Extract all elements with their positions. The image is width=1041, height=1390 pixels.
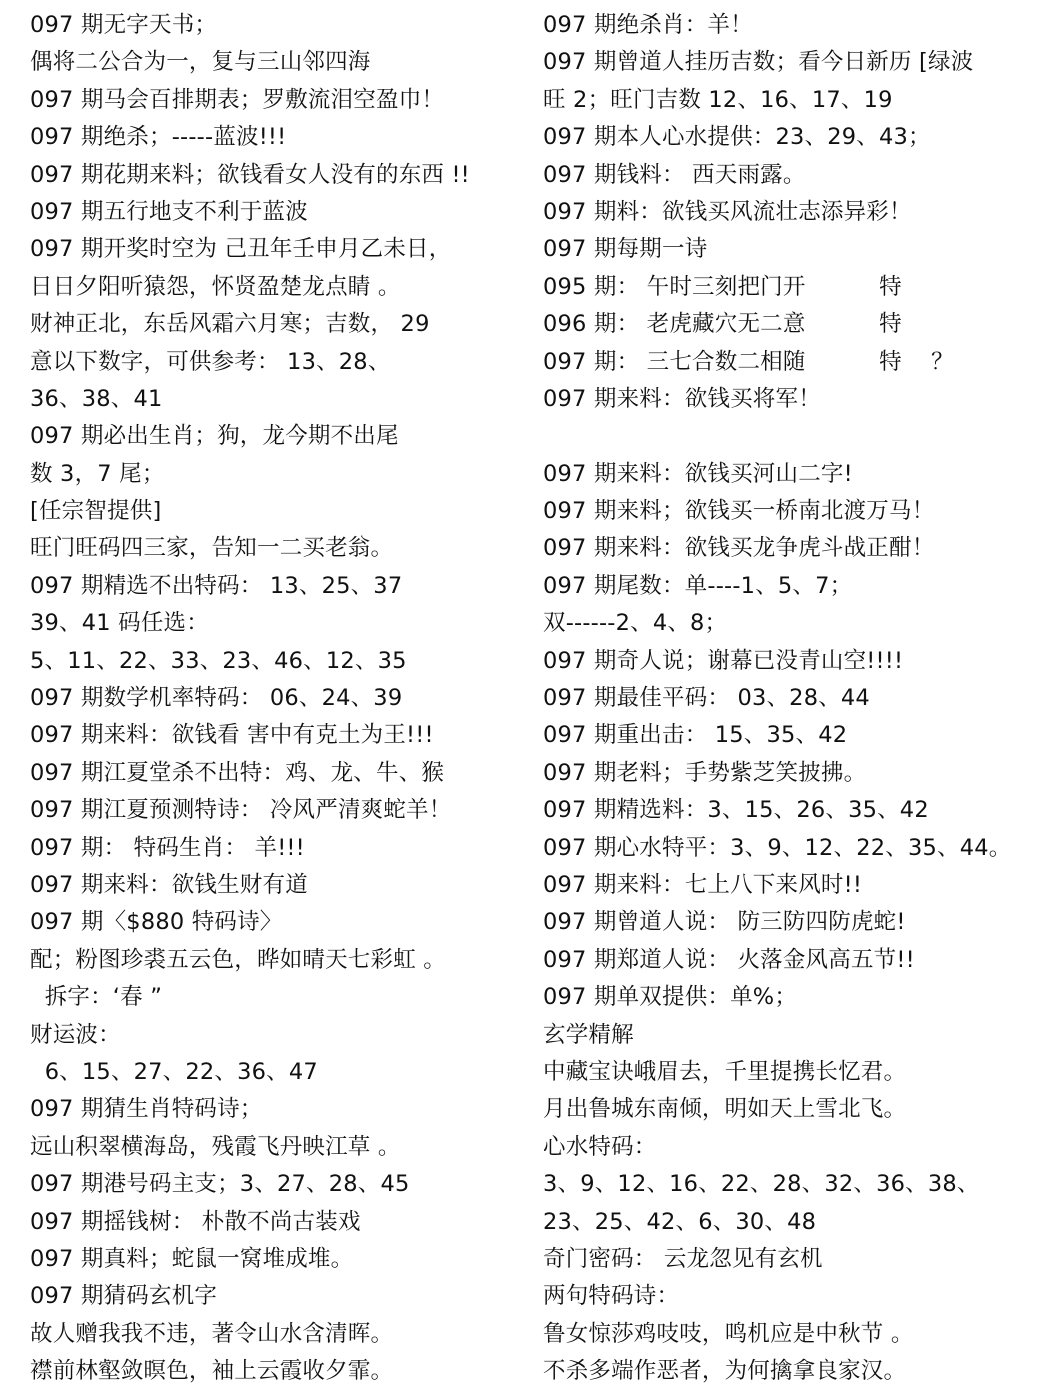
- right-line-2: 097 期曾道人挂历吉数；看今日新历 [绿波: [543, 49, 974, 76]
- left-line-10: 意以下数字，可供参考： 13、28、: [30, 348, 391, 375]
- left-line-6: 097 期五行地支不利于蓝波: [30, 198, 308, 225]
- left-line-12: 097 期必出生肖；狗，龙今期不出尾: [30, 423, 399, 450]
- left-line-31: 远山积翠横海岛，残霞飞丹映江草 。: [30, 1133, 401, 1160]
- right-line-30: 月出鲁城东南倾，明如天上雪北飞。: [543, 1096, 907, 1123]
- left-line-29: 6、15、27、22、36、47: [30, 1058, 318, 1085]
- left-line-34: 097 期真料；蛇鼠一窝堆成堆。: [30, 1245, 354, 1272]
- left-line-27: 拆字：‘春 ”: [30, 984, 163, 1011]
- left-line-17: 39、41 码任选：: [30, 610, 209, 637]
- right-line-19: 097 期最佳平码： 03、28、44: [543, 685, 870, 712]
- left-line-4: 097 期绝杀；-----蓝波!!!: [30, 124, 287, 151]
- right-line-20: 097 期重出击： 15、35、42: [543, 722, 848, 749]
- right-line-23: 097 期心水特平：3、9、12、22、35、44。: [543, 834, 1012, 861]
- left-line-14: [任宗智提供]: [30, 498, 162, 525]
- right-line-37: 不杀多端作恶者，为何擒拿良家汉。: [543, 1358, 907, 1385]
- right-line-16: 097 期尾数：单----1、5、7；: [543, 572, 853, 599]
- right-line-25: 097 期曾道人说： 防三防四防虎蛇!: [543, 909, 906, 936]
- left-line-15: 旺门旺码四三家，告知一二买老翁。: [30, 535, 394, 562]
- left-line-8: 日日夕阳听猿怨，怀贤盈楚龙点睛 。: [30, 273, 401, 300]
- right-line-14: 097 期来料；欲钱买一桥南北渡万马！: [543, 498, 935, 525]
- left-line-26: 配；粉图珍裘五云色，晔如晴天七彩虹 。: [30, 946, 446, 973]
- right-line-34: 奇门密码： 云龙忽见有玄机: [543, 1245, 823, 1272]
- left-line-9: 财神正北，东岳风霜六月寒；吉数， 29: [30, 311, 430, 338]
- right-line-6: 097 期料：欲钱买风流壮志添异彩！: [543, 198, 912, 225]
- right-line-24: 097 期来料：七上八下来风时!!: [543, 871, 863, 898]
- right-line-22: 097 期精选料：3、15、26、35、42: [543, 797, 929, 824]
- right-line-8: 095 期： 午时三刻把门开 特: [543, 273, 902, 300]
- right-line-32: 3、9、12、16、22、28、32、36、38、: [543, 1171, 980, 1198]
- left-line-35: 097 期猜码玄机字: [30, 1283, 218, 1310]
- left-line-5: 097 期花期来料；欲钱看女人没有的东西 !!: [30, 161, 470, 188]
- left-line-20: 097 期来料：欲钱看 害中有克土为王!!!: [30, 722, 434, 749]
- right-line-21: 097 期老料；手势紫芝笑披拂。: [543, 759, 867, 786]
- right-line-13: 097 期来料：欲钱买河山二字!: [543, 460, 853, 487]
- right-line-12: [543, 418, 1033, 455]
- right-line-36: 鲁女惊莎鸡吱吱，鸣机应是中秋节 。: [543, 1320, 914, 1347]
- right-line-35: 两句特码诗：: [543, 1283, 680, 1310]
- left-line-28: 财运波：: [30, 1021, 121, 1048]
- right-line-31: 心水特码：: [543, 1133, 657, 1160]
- left-line-7: 097 期开奖时空为 己丑年壬申月乙未日，: [30, 236, 452, 263]
- right-line-29: 中藏宝诀峨眉去，千里提携长忆君。: [543, 1058, 907, 1085]
- left-line-24: 097 期来料：欲钱生财有道: [30, 871, 308, 898]
- right-line-11: 097 期来料：欲钱买将军！: [543, 385, 821, 412]
- left-line-23: 097 期： 特码生肖： 羊!!!: [30, 834, 305, 861]
- right-line-15: 097 期来料：欲钱买龙争虎斗战正酣！: [543, 535, 935, 562]
- left-line-18: 5、11、22、33、23、46、12、35: [30, 647, 407, 674]
- left-line-33: 097 期摇钱树： 朴散不尚古装戏: [30, 1208, 361, 1235]
- right-column: [543, 7, 1033, 1390]
- left-line-11: 36、38、41: [30, 385, 163, 412]
- left-line-2: 偶将二公合为一，复与三山邻四海: [30, 49, 371, 76]
- left-line-25: 097 期〈$880 特码诗〉: [30, 909, 283, 936]
- left-line-30: 097 期猜生肖特码诗；: [30, 1096, 263, 1123]
- right-line-9: 096 期： 老虎藏穴无二意 特: [543, 311, 902, 338]
- left-line-13: 数 3，7 尾；: [30, 460, 165, 487]
- right-line-28: 玄学精解: [543, 1021, 634, 1048]
- left-line-21: 097 期江夏堂杀不出特：鸡、龙、牛、猴: [30, 759, 445, 786]
- right-line-1: 097 期绝杀肖：羊！: [543, 12, 753, 38]
- right-line-10: 097 期： 三七合数二相随 特 ？: [543, 348, 954, 375]
- left-line-19: 097 期数学机率特码： 06、24、39: [30, 685, 403, 712]
- right-line-33: 23、25、42、6、30、48: [543, 1208, 817, 1235]
- right-line-17: 双------2、4、8；: [543, 610, 728, 637]
- left-line-22: 097 期江夏预测特诗： 冷风严清爽蛇羊！: [30, 797, 452, 824]
- left-line-1: 097 期无字天书；: [30, 12, 218, 38]
- left-line-37: 襟前林壑敛暝色，袖上云霞收夕霏。: [30, 1358, 394, 1385]
- right-line-3: 旺 2；旺门吉数 12、16、17、19: [543, 86, 893, 113]
- right-line-26: 097 期郑道人说： 火落金风高五节!!: [543, 946, 915, 973]
- right-line-27: 097 期单双提供：单%；: [543, 984, 798, 1011]
- right-line-5: 097 期钱料： 西天雨露。: [543, 161, 806, 188]
- right-line-18: 097 期奇人说；谢幕已没青山空!!!!: [543, 647, 904, 674]
- left-line-3: 097 期马会百排期表；罗敷流泪空盈巾！: [30, 86, 445, 113]
- left-line-32: 097 期港号码主支；3、27、28、45: [30, 1171, 410, 1198]
- right-line-4: 097 期本人心水提供：23、29、43；: [543, 124, 931, 151]
- right-line-7: 097 期每期一诗: [543, 236, 708, 263]
- left-line-36: 故人赠我我不违，著令山水含清晖。: [30, 1320, 394, 1347]
- left-column: [30, 7, 520, 1390]
- left-line-16: 097 期精选不出特码： 13、25、37: [30, 572, 403, 599]
